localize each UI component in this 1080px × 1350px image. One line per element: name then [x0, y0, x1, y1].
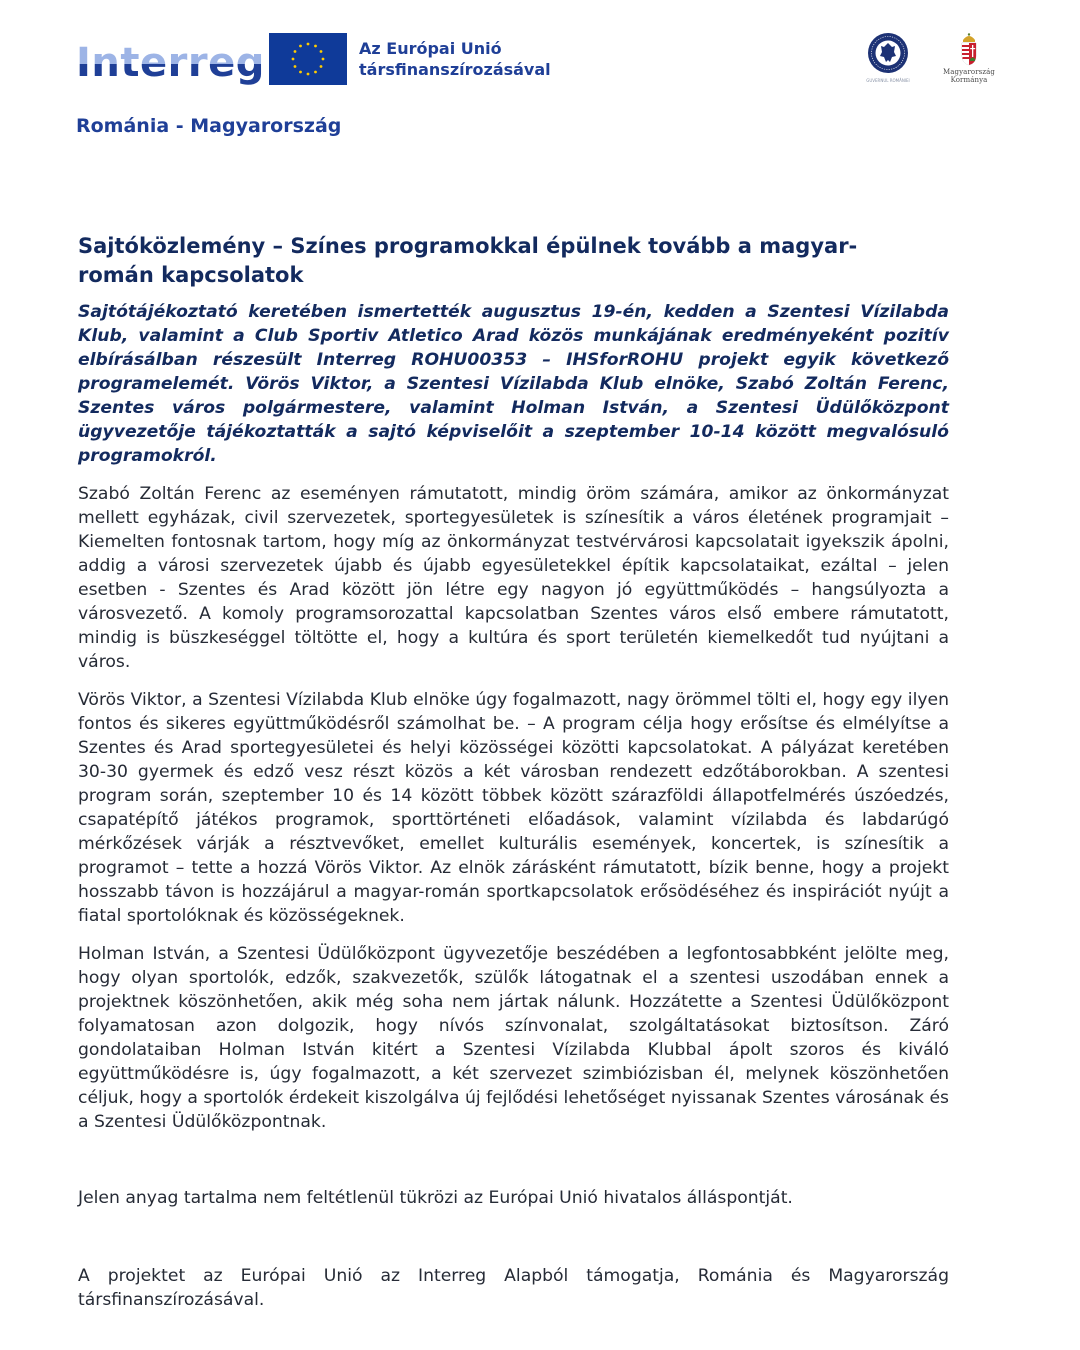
romanian-government-seal-icon [867, 32, 909, 74]
lead-paragraph: Sajtótájékoztató keretében ismertették augusztus 19-én, kedden a Szentesi Vízilabda Klub, valamint a Club Sportiv Atletico Arad közös munkájának eredményeként pozitív elbírásálban részesült Interreg ROHU00353 – IHSforROHU projekt egyik következő programelemét. Vörös Viktor, a Szentesi Vízilabda Klub elnöke, Szabó Zoltán Ferenc, Szentes város polgármestere, valamint Holman István, a Szentesi Üdülőközpont ügyvezetője tájékoztatták a sajtó képviselőit a szeptember 10-14 között megvalósuló programokról. [78, 302, 949, 466]
program-name: Románia - Magyarország [76, 115, 342, 137]
romanian-government-logo [860, 32, 916, 88]
eu-cofinance-line2: társfinanszírozásával [359, 60, 551, 79]
eu-cofinance-line1: Az Európai Unió [359, 39, 502, 58]
body-paragraph-mayor: Szabó Zoltán Ferenc az eseményen rámutatott, mindig öröm számára, amikor az önkormányzat mellett egyházak, civil szervezetek, sportegyesületek is színesítik a város életének programjait – Kiemelten fontosnak tartom, hogy míg az önkormányzat testvérvárosi kapcsolatait igyekszik ápolni, addig a városi szervezetek újabb és újabb egyesületekkel építik kapcsolataikat, ezáltal – jelen esetben - Szentes és Arad között jön létre egy nagyon jó együttműködés – hangsúlyozta a városvezető. A komoly programsorozattal kapcsolatban Szentes város első embere rámutatott, mindig is büszkeséggel töltötte el, hogy a kultúra és sport területén kiemelkedőt tud nyújtani a város. [78, 484, 949, 672]
eu-flag-icon [269, 33, 347, 85]
romanian-government-caption: GUVERNUL ROMÂNIEI [866, 78, 910, 83]
hungarian-government-caption-line2: Kormánya [950, 76, 988, 84]
press-release-body [78, 232, 949, 1312]
hungarian-government-logo [938, 32, 1000, 88]
funding-note: A projektet az Európai Unió az Interreg Alapból támogatja, Románia és Magyarország társfinanszírozásával. [78, 1266, 949, 1310]
body-paragraph-club-president: Vörös Viktor, a Szentesi Vízilabda Klub elnöke úgy fogalmazott, nagy örömmel tölti el, hogy egy ilyen fontos és sikeres együttműködésről számolhat be. – A program célja hogy erősítse és elmélyítse a Szentes és Arad sportegyesületei és helyi közösségei közötti kapcsolatokat. A pályázat keretében 30-30 gyermek és edző vesz részt közös a két városban rendezett edzőtáborokban. A szentesi program során, szeptember 10 és 14 között többek között szárazföldi állapotfelmérés úszóedzés, csapatépítő játékos programok, sporttörténeti előadások, valamint vízilabda és labdarúgó mérkőzések várják a résztvevőket, emellet kulturális események, koncertek, is színesítik a programot – tette a hozzá Vörös Viktor. Az elnök zárásként rámutatott, bízik benne, hogy a projekt hosszabb távon is hozzájárul a magyar-román sportkapcsolatok erősödéséhez és inspirációt nyújt a fiatal sportolóknak és közösségeknek. [78, 690, 949, 926]
hungarian-government-caption [938, 68, 1000, 84]
body-paragraph-resort-director: Holman István, a Szentesi Üdülőközpont ügyvezetője beszédében a legfontosabbként jelölte meg, hogy olyan sportolók, edzők, szakvezetők, szülők látogatnak el a szentesi uszodában ennek a projektnek köszönhetően, akik még soha nem jártak nálunk. Hozzátette a Szentesi Üdülőközpont folyamatosan azon dolgozik, hogy nívós színvonalat, szolgáltatásokat biztosítson. Záró gondolataiban Holman István kitért a Szentesi Vízilabda Klubbal ápolt szoros és kiváló együttműködésre is, úgy fogalmazott, a két szervezet szimbiózisban él, melynek köszönhetően céljuk, hogy a sportolók érdekeit kiszolgálva új fejlődési lehetőséget nyissanak Szentes városának és a Szentesi Üdülőközpontnak. [78, 944, 949, 1132]
page-title: Sajtóközlemény – Színes programokkal épülnek tovább a magyar-román kapcsolatok [78, 234, 858, 287]
eu-disclaimer: Jelen anyag tartalma nem feltétlenül tükrözi az Európai Unió hivatalos álláspontját. [78, 1188, 793, 1208]
interreg-logo: Interreg [76, 40, 265, 86]
hungarian-coat-of-arms-icon [959, 32, 979, 66]
hungarian-government-caption-line1: Magyarország [943, 68, 995, 76]
eu-cofinance-label [359, 38, 551, 80]
